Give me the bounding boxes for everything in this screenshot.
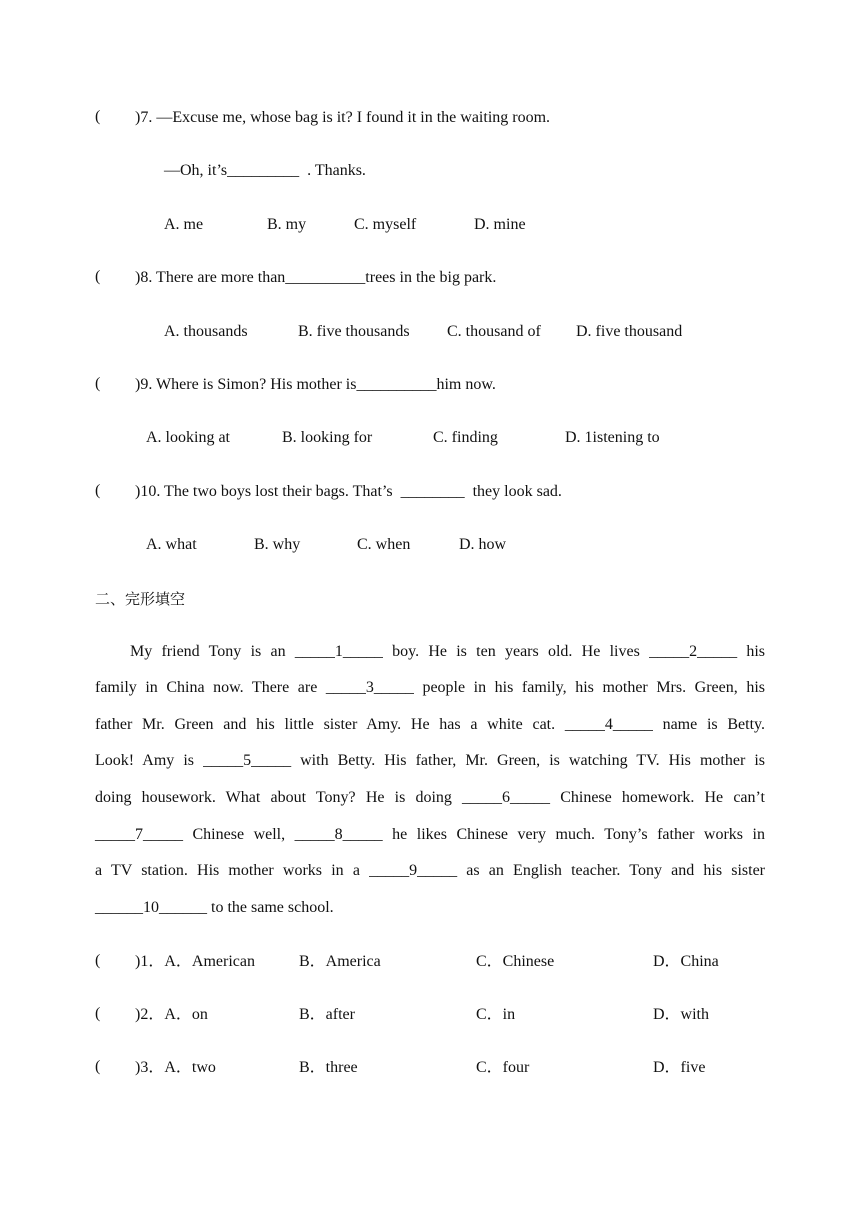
option-c-q7[interactable]: C. myself (354, 216, 417, 233)
cloze-option-d-1[interactable]: D．China (653, 953, 719, 970)
question-sub-q7: —Oh, it’s_________ . Thanks. (164, 162, 366, 179)
option-b-q9[interactable]: B. looking for (282, 429, 373, 446)
answer-paren-cloze-3[interactable]: ( (95, 1058, 101, 1075)
answer-paren-q7[interactable]: ( (95, 108, 101, 125)
paragraph-line: a TV station. His mother works in a _____9_____ as an English teacher. Tony and his sister (95, 862, 765, 879)
cloze-option-b-2[interactable]: B．after (299, 1006, 355, 1023)
option-c-q9[interactable]: C. finding (433, 429, 498, 446)
paragraph-line: _____7_____ Chinese well, _____8_____ he likes Chinese very much. Tony’s father works in (95, 826, 765, 843)
paragraph-line: My friend Tony is an _____1_____ boy. He is ten years old. He lives _____2_____ his (130, 643, 765, 660)
answer-paren-q9[interactable]: ( (95, 375, 101, 392)
option-a-q9[interactable]: A. looking at (146, 429, 230, 446)
answer-paren-q8[interactable]: ( (95, 268, 101, 285)
question-stem-q7: )7. —Excuse me, whose bag is it? I found it in the waiting room. (135, 109, 551, 126)
option-c-q10[interactable]: C. when (357, 536, 411, 553)
answer-paren-cloze-2[interactable]: ( (95, 1005, 101, 1022)
cloze-option-c-1[interactable]: C．Chinese (476, 953, 555, 970)
paragraph-line: doing housework. What about Tony? He is doing _____6_____ Chinese homework. He can’t (95, 789, 765, 806)
option-a-q10[interactable]: A. what (146, 536, 197, 553)
paragraph-line: family in China now. There are _____3_____ people in his family, his mother Mrs. Green, his (95, 679, 765, 696)
option-b-q7[interactable]: B. my (267, 216, 307, 233)
cloze-option-b-1[interactable]: B．America (299, 953, 381, 970)
cloze-option-a-2[interactable]: )2．A．on (135, 1006, 208, 1023)
paragraph-line: ______10______ to the same school. (95, 899, 334, 916)
option-c-q8[interactable]: C. thousand of (447, 323, 541, 340)
cloze-option-a-3[interactable]: )3．A．two (135, 1059, 216, 1076)
option-d-q7[interactable]: D. mine (474, 216, 526, 233)
paragraph-line: father Mr. Green and his little sister Amy. He has a white cat. _____4_____ name is Betty. (95, 716, 765, 733)
option-d-q10[interactable]: D. how (459, 536, 507, 553)
option-a-q7[interactable]: A. me (164, 216, 204, 233)
section-heading-cloze: 二、完形填空 (95, 590, 186, 608)
option-b-q8[interactable]: B. five thousands (298, 323, 410, 340)
option-b-q10[interactable]: B. why (254, 536, 301, 553)
option-d-q8[interactable]: D. five thousand (576, 323, 683, 340)
question-stem-q9: )9. Where is Simon? His mother is__________him now. (135, 376, 496, 393)
option-d-q9[interactable]: D. 1istening to (565, 429, 660, 446)
option-a-q8[interactable]: A. thousands (164, 323, 248, 340)
cloze-option-b-3[interactable]: B．three (299, 1059, 358, 1076)
cloze-option-d-3[interactable]: D．five (653, 1059, 706, 1076)
cloze-option-a-1[interactable]: )1．A．American (135, 953, 255, 970)
answer-paren-cloze-1[interactable]: ( (95, 952, 101, 969)
cloze-option-d-2[interactable]: D．with (653, 1006, 710, 1023)
question-stem-q10: )10. The two boys lost their bags. That’s ________ they look sad. (135, 483, 562, 500)
cloze-option-c-3[interactable]: C．four (476, 1059, 530, 1076)
answer-paren-q10[interactable]: ( (95, 482, 101, 499)
paragraph-line: Look! Amy is _____5_____ with Betty. His father, Mr. Green, is watching TV. His mother is (95, 752, 765, 769)
question-stem-q8: )8. There are more than__________trees in the big park. (135, 269, 497, 286)
cloze-option-c-2[interactable]: C．in (476, 1006, 516, 1023)
